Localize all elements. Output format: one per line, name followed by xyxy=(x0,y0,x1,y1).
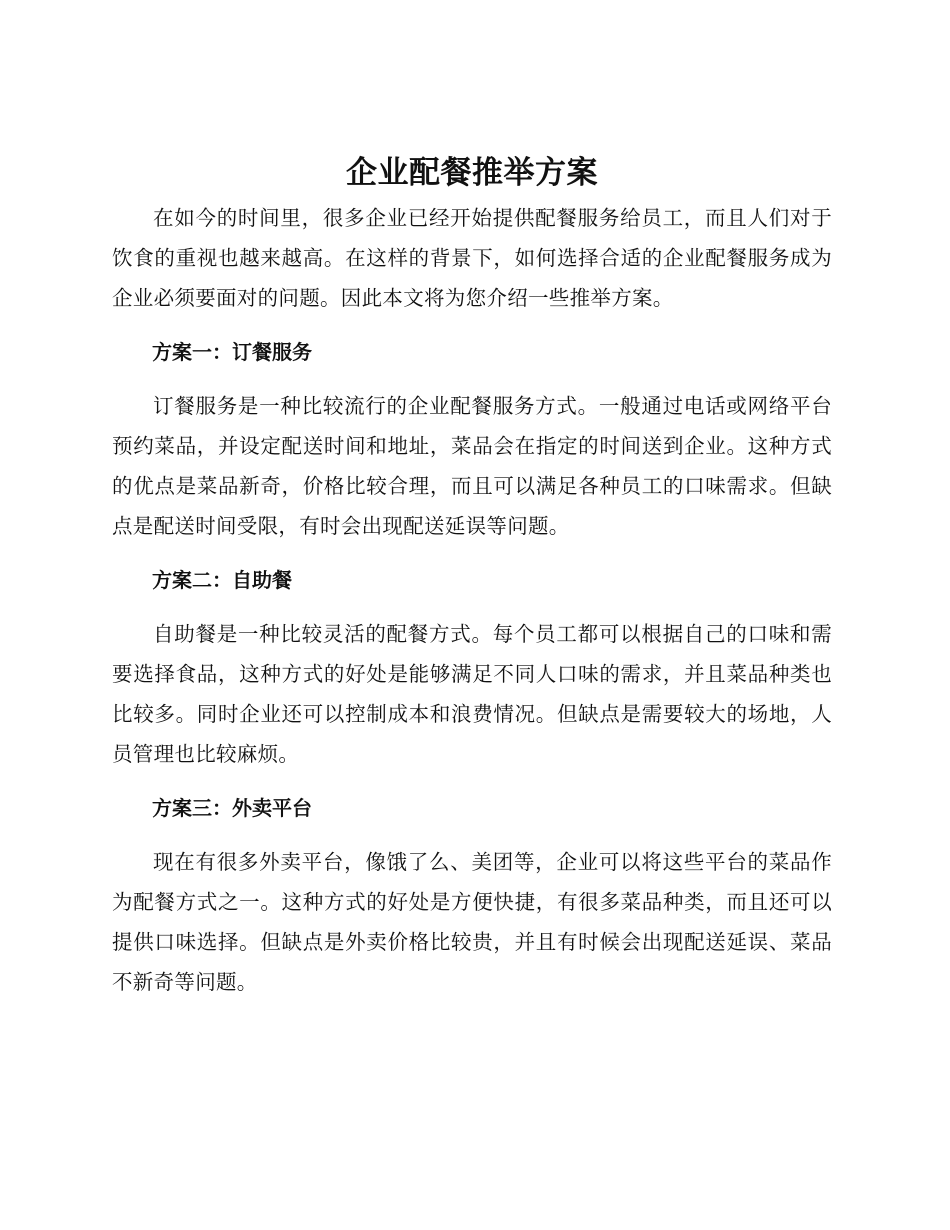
document-title: 企业配餐推举方案 xyxy=(346,155,598,191)
section-heading-2: 方案二：自助餐 xyxy=(152,568,292,592)
section-body-3: 现在有很多外卖平台，像饿了么、美团等，企业可以将这些平台的菜品作为配餐方式之一。这种方式的好处是方便快捷，有很多菜品种类，而且还可以提供口味选择。但缺点是外卖价格比较贵，并且有时候会出现配送延误、菜品不新奇等问题。 xyxy=(112,850,832,994)
section-body-2: 自助餐是一种比较灵活的配餐方式。每个员工都可以根据自己的口味和需要选择食品，这种方式的好处是能够满足不同人口味的需求，并且菜品种类也比较多。同时企业还可以控制成本和浪费情况。但缺点是需要较大的场地，人员管理也比较麻烦。 xyxy=(112,622,832,766)
intro-paragraph: 在如今的时间里，很多企业已经开始提供配餐服务给员工，而且人们对于饮食的重视也越来越高。在这样的背景下，如何选择合适的企业配餐服务成为企业必须要面对的问题。因此本文将为您介绍一些推举方案。 xyxy=(112,206,832,310)
section-heading-3: 方案三：外卖平台 xyxy=(152,796,312,820)
section-body-1: 订餐服务是一种比较流行的企业配餐服务方式。一般通过电话或网络平台预约菜品，并设定配送时间和地址，菜品会在指定的时间送到企业。这种方式的优点是菜品新奇，价格比较合理，而且可以满足各种员工的口味需求。但缺点是配送时间受限，有时会出现配送延误等问题。 xyxy=(112,394,832,538)
section-heading-1: 方案一：订餐服务 xyxy=(152,340,312,364)
